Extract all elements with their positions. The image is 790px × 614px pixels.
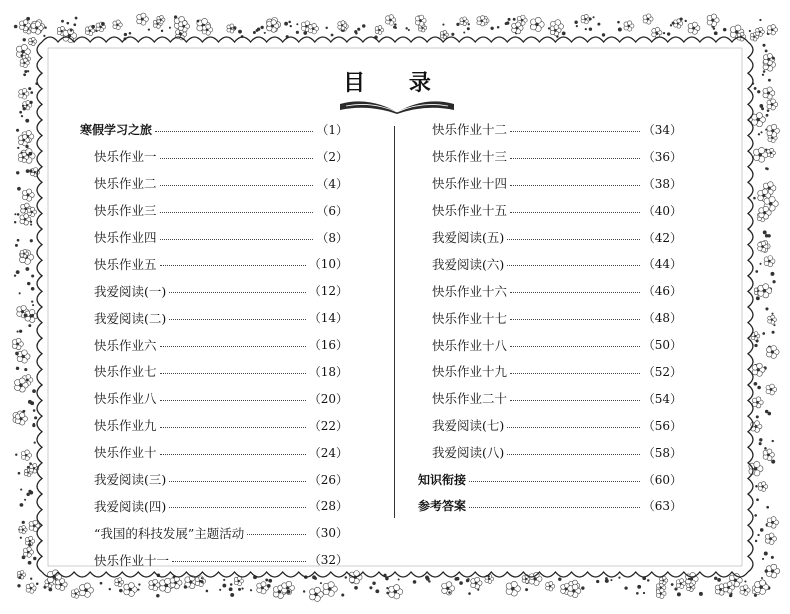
- toc-entry-label: 我爱阅读(八): [432, 445, 505, 461]
- toc-entry-label: 我爱阅读(三): [94, 472, 167, 488]
- toc-entry-label: 快乐作业九: [94, 418, 157, 434]
- toc-entry-label: 快乐作业五: [94, 256, 157, 272]
- dot-leader: [160, 454, 306, 455]
- toc-entry-label: 快乐作业八: [94, 391, 157, 407]
- toc-entry-label: 知识衔接: [418, 472, 467, 487]
- toc-entry: [80, 116, 348, 143]
- toc-entry-label: 快乐作业十七: [432, 310, 508, 326]
- dot-leader: [510, 400, 640, 401]
- toc-entry: [418, 304, 682, 331]
- toc-entry: [418, 439, 682, 466]
- toc-entry-page: （20）: [308, 391, 348, 406]
- dot-leader: [169, 292, 305, 293]
- toc-entry-label: 快乐作业十二: [432, 122, 508, 138]
- toc-entry-page: （22）: [308, 418, 348, 433]
- toc-entry: [418, 197, 682, 224]
- toc-entry: [418, 358, 682, 385]
- toc-entry-page: （60）: [642, 472, 682, 487]
- toc-entry-page: （18）: [308, 364, 348, 379]
- dot-leader: [507, 454, 639, 455]
- toc-entry-label: 快乐作业十: [94, 445, 157, 461]
- dot-leader: [160, 239, 314, 240]
- toc-entry: [418, 277, 682, 304]
- toc-entry: [80, 331, 348, 358]
- dot-leader: [469, 507, 640, 508]
- dot-leader: [507, 265, 639, 266]
- dot-leader: [247, 534, 305, 535]
- toc-entry: [418, 331, 682, 358]
- dot-leader: [155, 131, 313, 132]
- dot-leader: [169, 507, 305, 508]
- toc-entry: [80, 197, 348, 224]
- toc-entry: [418, 385, 682, 412]
- dot-leader: [160, 212, 314, 213]
- toc-entry-page: （52）: [642, 364, 682, 379]
- dot-leader: [469, 481, 640, 482]
- toc-entry-page: （4）: [316, 176, 348, 191]
- toc-right-column: [418, 116, 682, 519]
- dot-leader: [507, 239, 639, 240]
- toc-entry-page: （6）: [316, 203, 348, 218]
- toc-entry-label: 快乐作业七: [94, 364, 157, 380]
- toc-entry-page: （46）: [642, 284, 682, 299]
- toc-entry-page: （26）: [308, 472, 348, 487]
- dot-leader: [510, 158, 640, 159]
- toc-entry: [80, 277, 348, 304]
- toc-entry: [418, 143, 682, 170]
- toc-entry: [80, 304, 348, 331]
- dot-leader: [510, 373, 640, 374]
- dot-leader: [510, 212, 640, 213]
- toc-entry: [80, 358, 348, 385]
- toc-entry: [418, 492, 682, 519]
- toc-entry-page: （32）: [308, 553, 348, 568]
- toc-entry-label: 我爱阅读(七): [432, 418, 505, 434]
- toc-entry-label: 寒假学习之旅: [80, 122, 153, 137]
- page-title: 目 录: [343, 71, 449, 96]
- dot-leader: [160, 400, 306, 401]
- toc-entry-label: 快乐作业三: [94, 203, 157, 219]
- toc-entry-page: （16）: [308, 338, 348, 353]
- toc-entry-label: 我爱阅读(五): [432, 230, 505, 245]
- toc-left-column: [80, 116, 348, 573]
- toc-entry: [80, 546, 348, 573]
- toc-entry-page: （56）: [642, 418, 682, 433]
- dot-leader: [510, 131, 640, 132]
- toc-entry-page: （38）: [642, 176, 682, 191]
- toc-entry-page: （63）: [642, 499, 682, 514]
- toc-entry-label: 我爱阅读(四): [94, 498, 167, 514]
- toc-entry-page: （8）: [316, 230, 348, 245]
- toc-entry: [80, 224, 348, 251]
- dot-leader: [160, 265, 306, 266]
- toc-entry-page: （2）: [316, 149, 348, 164]
- toc-entry-label: 快乐作业十八: [432, 337, 508, 353]
- toc-entry-page: （10）: [308, 257, 348, 272]
- toc-entry-page: （14）: [308, 311, 348, 326]
- toc-entry-label: 我爱阅读(一): [94, 283, 167, 299]
- toc-entry: [418, 412, 682, 439]
- toc-entry-page: （12）: [308, 284, 348, 299]
- toc-entry: [418, 116, 682, 143]
- toc-entry-label: 快乐作业十一: [94, 552, 170, 568]
- toc-entry-label: 快乐作业二十: [432, 391, 508, 407]
- toc-entry-page: （54）: [642, 391, 682, 406]
- toc-entry-label: “我国的科技发展”主题活动: [94, 525, 245, 541]
- toc-entry-page: （1）: [316, 122, 348, 137]
- toc-entry-label: 快乐作业十三: [432, 149, 508, 165]
- toc-entry: [418, 250, 682, 277]
- toc-entry-page: （30）: [308, 526, 348, 541]
- dot-leader: [169, 481, 305, 482]
- toc-entry-label: 快乐作业二: [94, 176, 157, 192]
- toc-entry: [418, 466, 682, 493]
- toc-entry-label: 快乐作业十四: [432, 176, 508, 192]
- column-divider: [394, 126, 395, 518]
- dot-leader: [160, 427, 306, 428]
- dot-leader: [510, 346, 640, 347]
- toc-entry-page: （34）: [642, 122, 682, 137]
- toc-entry-label: 我爱阅读(六): [432, 256, 505, 272]
- toc-entry-page: （50）: [642, 338, 682, 353]
- toc-entry-page: （48）: [642, 311, 682, 326]
- toc-entry: [80, 385, 348, 412]
- toc-entry-label: 快乐作业一: [94, 149, 157, 165]
- toc-entry: [80, 250, 348, 277]
- toc-entry-page: （44）: [642, 257, 682, 272]
- toc-entry-page: （24）: [308, 445, 348, 460]
- toc-entry-page: （58）: [642, 445, 682, 460]
- toc-entry: [80, 412, 348, 439]
- toc-entry-page: （42）: [642, 230, 682, 245]
- dot-leader: [510, 185, 640, 186]
- dot-leader: [169, 319, 305, 320]
- dot-leader: [172, 561, 306, 562]
- toc-entry-page: （28）: [308, 499, 348, 514]
- toc-entry-page: （40）: [642, 203, 682, 218]
- toc-entry: [418, 224, 682, 251]
- toc-entry: [80, 143, 348, 170]
- dot-leader: [160, 373, 306, 374]
- toc-entry-label: 快乐作业十九: [432, 364, 508, 380]
- toc-entry-label: 参考答案: [418, 499, 467, 514]
- dot-leader: [507, 427, 639, 428]
- toc-entry: [418, 170, 682, 197]
- toc-entry: [80, 519, 348, 546]
- toc-entry-label: 快乐作业四: [94, 230, 157, 245]
- toc-entry: [80, 170, 348, 197]
- dot-leader: [160, 346, 306, 347]
- toc-entry-page: （36）: [642, 149, 682, 164]
- dot-leader: [510, 292, 640, 293]
- toc-entry-label: 快乐作业十五: [432, 203, 508, 219]
- toc-entry: [80, 492, 348, 519]
- toc-entry: [80, 466, 348, 493]
- dot-leader: [160, 185, 314, 186]
- dot-leader: [510, 319, 640, 320]
- dot-leader: [160, 158, 314, 159]
- toc-entry: [80, 439, 348, 466]
- toc-entry-label: 我爱阅读(二): [94, 310, 167, 326]
- toc-entry-label: 快乐作业十六: [432, 283, 508, 299]
- open-book-icon: [338, 92, 456, 114]
- toc-entry-label: 快乐作业六: [94, 337, 157, 353]
